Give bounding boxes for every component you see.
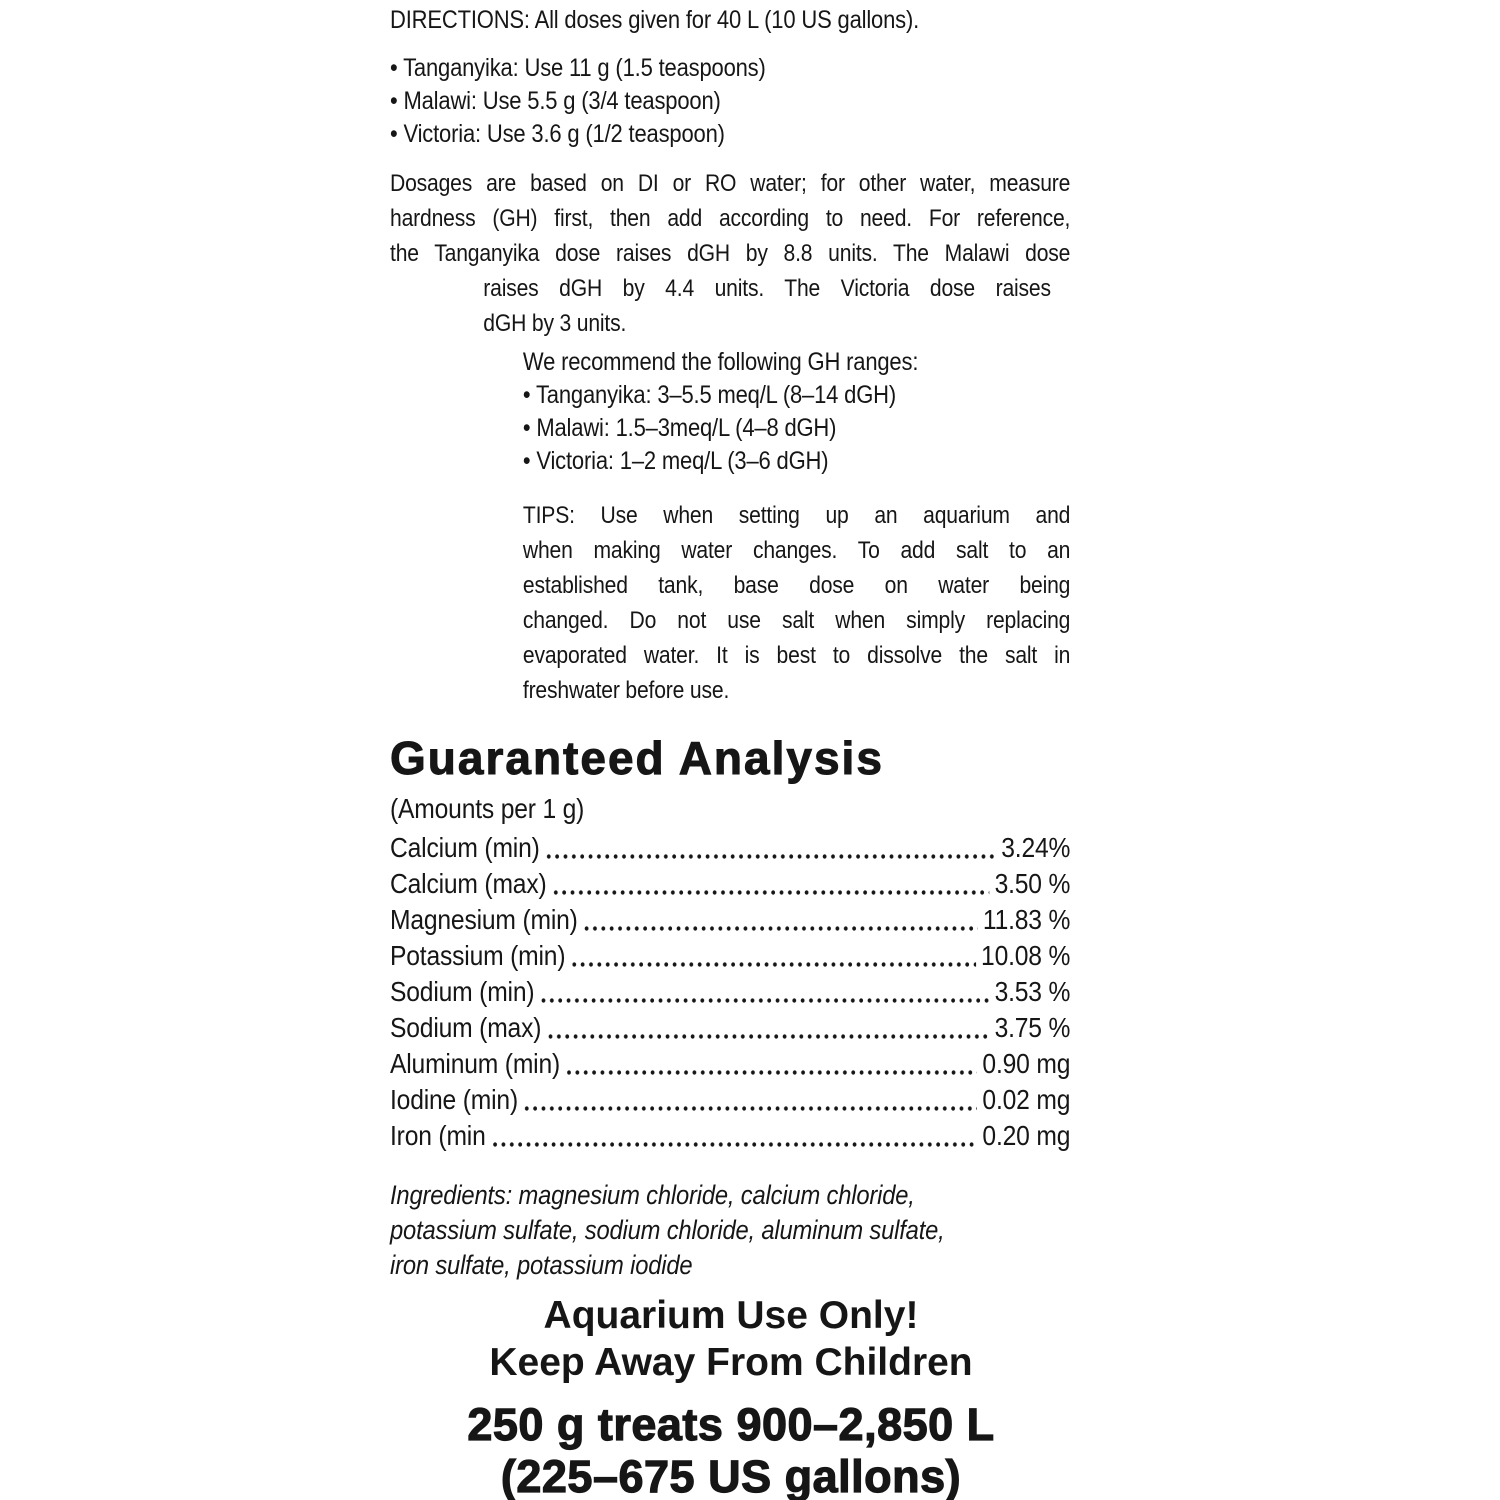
analysis-table bbox=[390, 830, 1070, 1154]
tips-line: TIPS: Use when setting up an aquarium and bbox=[522, 502, 1071, 529]
dosage-note-line: dGH by 3 units. bbox=[483, 310, 627, 337]
leader-dots bbox=[525, 1106, 977, 1111]
ingredients-line: Ingredients: magnesium chloride, calcium chloride, bbox=[390, 1180, 915, 1210]
dosage-note-line: raises dGH by 4.4 units. The Victoria dose raises bbox=[483, 275, 1051, 302]
leader-dots bbox=[547, 854, 996, 859]
analysis-row bbox=[390, 974, 1070, 1010]
amounts-note: (Amounts per 1 g) bbox=[390, 793, 585, 824]
ingredients-text bbox=[390, 1178, 1070, 1283]
gh-range-malawi: • Malawi: 1.5–3meq/L (4–8 dGH) bbox=[522, 414, 837, 442]
leader-dots bbox=[585, 926, 978, 931]
analysis-row-value: 11.83 % bbox=[982, 904, 1071, 935]
analysis-row-label: Potassium (min) bbox=[390, 940, 566, 971]
analysis-row-label: Sodium (min) bbox=[390, 976, 535, 1007]
analysis-row-label: Calcium (max) bbox=[390, 868, 547, 899]
dosage-note bbox=[390, 166, 1070, 341]
gh-range-victoria: • Victoria: 1–2 meq/L (3–6 dGH) bbox=[522, 447, 829, 475]
analysis-row bbox=[390, 1082, 1070, 1118]
analysis-row-label: Iodine (min) bbox=[390, 1084, 518, 1115]
tips-line: established tank, base dose on water being bbox=[522, 572, 1071, 599]
analysis-row bbox=[390, 1010, 1070, 1046]
guaranteed-analysis-heading: Guaranteed Analysis bbox=[390, 732, 884, 784]
analysis-row bbox=[390, 866, 1070, 902]
gh-ranges bbox=[390, 346, 1070, 478]
ingredients-line: iron sulfate, potassium iodide bbox=[390, 1250, 693, 1280]
gh-ranges-intro: We recommend the following GH ranges: bbox=[522, 348, 919, 376]
dose-list bbox=[390, 52, 1070, 151]
analysis-row-label: Aluminum (min) bbox=[390, 1048, 561, 1079]
dosage-note-line: hardness (GH) first, then add according to need. For reference, bbox=[390, 205, 1071, 232]
analysis-row bbox=[390, 1046, 1070, 1082]
dose-item-victoria: • Victoria: Use 3.6 g (1/2 teaspoon) bbox=[390, 120, 725, 148]
analysis-row-label: Magnesium (min) bbox=[390, 904, 578, 935]
leader-dots bbox=[567, 1070, 977, 1075]
leader-dots bbox=[554, 890, 990, 895]
analysis-row-value: 0.20 mg bbox=[982, 1120, 1071, 1151]
dose-item-malawi: • Malawi: Use 5.5 g (3/4 teaspoon) bbox=[390, 87, 721, 115]
tips-line: evaporated water. It is best to dissolve the salt in bbox=[522, 642, 1071, 669]
ingredients-line: potassium sulfate, sodium chloride, aluminum sulfate, bbox=[390, 1215, 945, 1245]
tips-line: freshwater before use. bbox=[522, 677, 730, 704]
analysis-row bbox=[390, 902, 1070, 938]
gh-range-tanganyika: • Tanganyika: 3–5.5 meq/L (8–14 dGH) bbox=[522, 381, 897, 409]
dosage-note-line: Dosages are based on DI or RO water; for other water, measure bbox=[390, 170, 1071, 197]
analysis-row-value: 3.24% bbox=[1001, 832, 1071, 863]
analysis-row bbox=[390, 1118, 1070, 1154]
analysis-row-value: 3.75 % bbox=[994, 1012, 1071, 1043]
treats-volume-line: 250 g treats 900–2,850 L bbox=[467, 1399, 995, 1450]
analysis-row-value: 0.02 mg bbox=[982, 1084, 1071, 1115]
analysis-row bbox=[390, 938, 1070, 974]
analysis-row-value: 3.53 % bbox=[994, 976, 1071, 1007]
analysis-row-label: Iron (min bbox=[390, 1120, 486, 1151]
treats-gallons-line: (225–675 US gallons) bbox=[500, 1451, 962, 1500]
leader-dots bbox=[541, 998, 989, 1003]
tips-paragraph bbox=[390, 498, 1070, 708]
analysis-row-label: Calcium (min) bbox=[390, 832, 540, 863]
aquarium-use-warning: Aquarium Use Only! bbox=[543, 1294, 919, 1337]
dose-item-tanganyika: • Tanganyika: Use 11 g (1.5 teaspoons) bbox=[390, 54, 766, 82]
analysis-row-value: 10.08 % bbox=[981, 940, 1071, 971]
analysis-row-label: Sodium (max) bbox=[390, 1012, 542, 1043]
analysis-row bbox=[390, 830, 1070, 866]
analysis-row-value: 0.90 mg bbox=[982, 1048, 1071, 1079]
keep-away-warning: Keep Away From Children bbox=[489, 1341, 973, 1384]
tips-line: changed. Do not use salt when simply replacing bbox=[522, 607, 1071, 634]
tips-line: when making water changes. To add salt to an bbox=[522, 537, 1071, 564]
dosage-note-line: the Tanganyika dose raises dGH by 8.8 units. The Malawi dose bbox=[390, 240, 1071, 267]
analysis-row-value: 3.50 % bbox=[994, 868, 1071, 899]
leader-dots bbox=[548, 1034, 989, 1039]
leader-dots bbox=[572, 962, 975, 967]
leader-dots bbox=[493, 1142, 977, 1147]
directions-header: DIRECTIONS: All doses given for 40 L (10 US gallons). bbox=[390, 6, 920, 34]
